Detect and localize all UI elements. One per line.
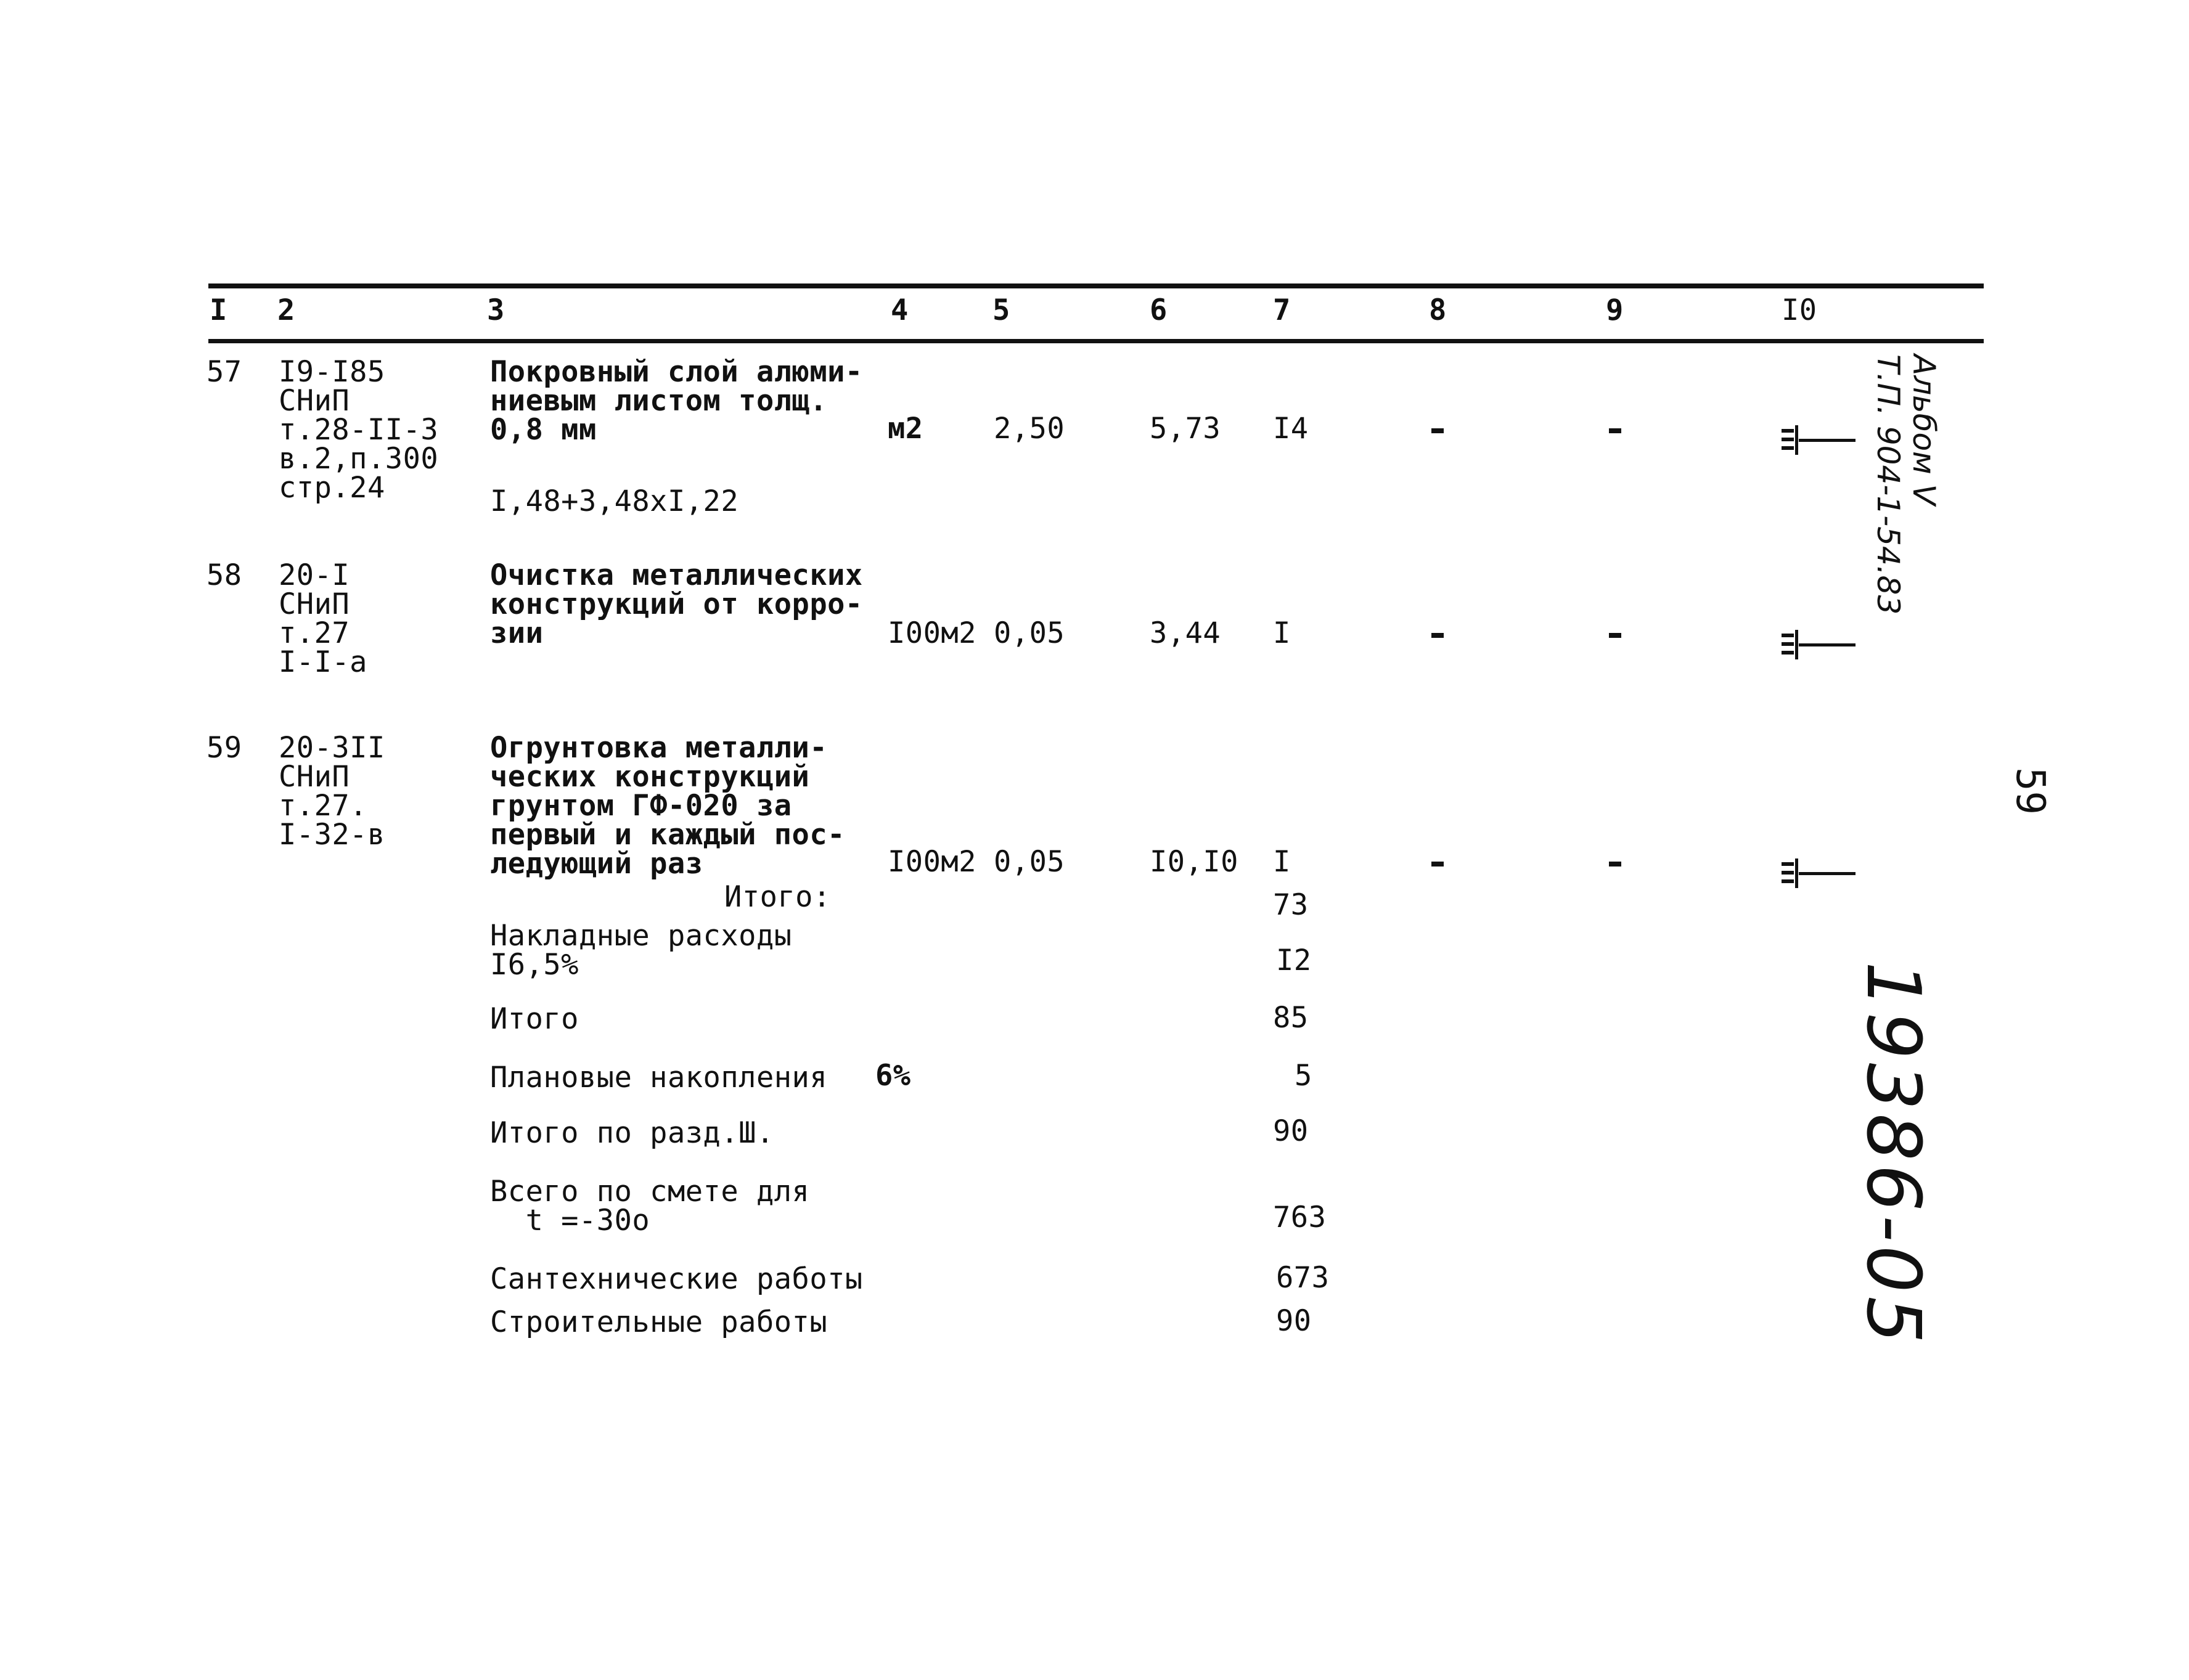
col-header-4: 4 <box>891 293 909 327</box>
sanitary-works-value: 673 <box>1276 1261 1330 1295</box>
album-reference: Альбом V Т.П. 904-1-54.83 <box>1870 354 1942 615</box>
quantity: 0,05 <box>994 616 1065 650</box>
row-number: 59 <box>207 731 242 765</box>
col8-dash <box>1431 862 1444 867</box>
table-top-rule <box>208 283 1984 288</box>
col9-dash <box>1609 862 1621 867</box>
unit: м2 <box>888 412 923 446</box>
total-cost: I <box>1273 616 1291 650</box>
ditto-mark-icon <box>1782 858 1856 895</box>
col-header-7: 7 <box>1273 293 1291 327</box>
work-description: Огрунтовка металли- ческих конструкций грунтом ГФ-020 за первый и каждый пос- ледующий раз <box>490 731 845 881</box>
col-header-1: I <box>210 293 227 327</box>
table-header-rule <box>208 339 1984 343</box>
planned-savings-value: 5 <box>1295 1059 1312 1093</box>
work-description: Очистка металлических конструкций от корро- зии <box>490 558 863 650</box>
col9-dash <box>1609 633 1621 638</box>
subtotal-value: 73 <box>1273 888 1309 922</box>
overhead-value: I2 <box>1276 944 1312 977</box>
quantity: 2,50 <box>994 412 1065 446</box>
ditto-mark-icon <box>1782 425 1856 462</box>
norm-code: 20-I СНиП т.27 I-I-а <box>279 558 367 679</box>
work-description: Покровный слой алюми- ниевым листом толщ. 0,8 мм <box>490 355 863 447</box>
row-number: 57 <box>207 355 242 389</box>
quantity: 0,05 <box>994 845 1065 879</box>
construction-works-value: 90 <box>1276 1304 1312 1338</box>
estimate-total-label: Всего по смете для t =-30о <box>490 1175 810 1238</box>
col8-dash <box>1431 428 1444 433</box>
total-cost: I <box>1273 845 1291 879</box>
construction-works-label: Строительные работы <box>490 1305 828 1339</box>
norm-code: 20-3II СНиП т.27. I-32-в <box>279 731 385 852</box>
ditto-mark-icon <box>1782 630 1856 667</box>
unit-price: I0,I0 <box>1150 845 1238 879</box>
subtotal-label: Итого: <box>724 880 831 914</box>
total-cost: I4 <box>1273 412 1309 446</box>
unit: I00м2 <box>888 616 976 650</box>
planned-savings-label: Плановые накопления <box>490 1061 828 1095</box>
section-total-value: 90 <box>1273 1114 1309 1148</box>
col-header-2: 2 <box>277 293 295 327</box>
overhead-label: Накладные расходы I6,5% <box>490 919 792 982</box>
col-header-10: I0 <box>1782 293 1817 327</box>
unit: I00м2 <box>888 845 976 879</box>
col9-dash <box>1609 428 1621 433</box>
norm-code: I9-I85 СНиП т.28-II-3 в.2,п.300 стр.24 <box>279 355 439 505</box>
itogo-label: Итого <box>490 1002 579 1036</box>
itogo-value: 85 <box>1273 1001 1309 1035</box>
estimate-total-value: 763 <box>1273 1201 1327 1234</box>
col-header-5: 5 <box>992 293 1010 327</box>
sanitary-works-label: Сантехнические работы <box>490 1262 863 1296</box>
col-header-3: 3 <box>487 293 505 327</box>
planned-savings-percent: 6% <box>875 1059 911 1093</box>
col-header-6: 6 <box>1150 293 1168 327</box>
row-number: 58 <box>207 558 242 592</box>
page-number: 59 <box>2007 767 2053 815</box>
document-code: 19386-05 <box>1850 961 1936 1347</box>
col-header-8: 8 <box>1429 293 1447 327</box>
col-header-9: 9 <box>1606 293 1624 327</box>
unit-price: 5,73 <box>1150 412 1221 446</box>
quantity-formula: I,48+3,48xI,22 <box>490 484 739 518</box>
unit-price: 3,44 <box>1150 616 1221 650</box>
col8-dash <box>1431 633 1444 638</box>
section-total-label: Итого по разд.Ш. <box>490 1116 774 1150</box>
